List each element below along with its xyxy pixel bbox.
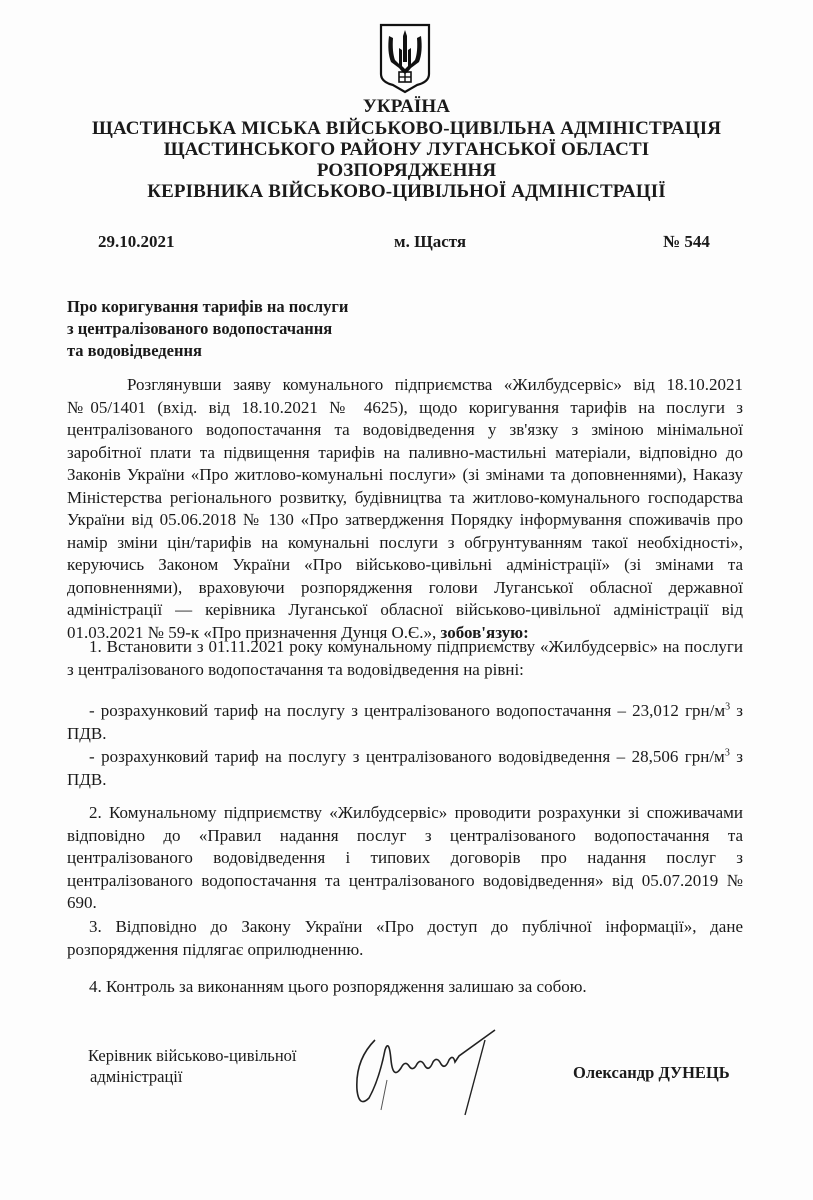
document-number: № 544 xyxy=(663,232,710,251)
item-2: 2. Комунальному підприємству «Жилбудсервіс» проводити розрахунки зі споживачами відповідно до «Правил надання послуг з централізованого водопостачання та централізованого водовідведення і типових договорів про надання послуг з централізованого водопостачання та централізованого водовідведення» від 05.07.2019 № 690. xyxy=(67,803,743,912)
country-heading: УКРАЇНА xyxy=(362,96,451,117)
preamble-closing: зобов'язую: xyxy=(440,622,529,642)
document-date: 29.10.2021 xyxy=(98,232,175,251)
handwritten-signature-icon xyxy=(335,1020,525,1120)
ukraine-trident-emblem-icon xyxy=(377,22,433,94)
document-type-line-2: КЕРІВНИКА ВІЙСЬКОВО-ЦИВІЛЬНОЇ АДМІНІСТРАЦІЇ xyxy=(147,181,666,202)
tariff-water-supply: - розрахунковий тариф на послугу з централізованого водопостачання – 23,012 грн/$м^3$ з ПДВ. xyxy=(67,701,744,743)
subject-line-1: Про коригування тарифів на послуги xyxy=(67,297,349,316)
tariff-value: 28,506 xyxy=(631,747,679,766)
document-place: м. Щастя xyxy=(394,232,467,251)
item-1: 1. Встановити з 01.11.2021 року комунальному підприємству «Жилбудсервіс» на послуги з централізованого водопостачання та водовідведення на рівні: xyxy=(67,637,743,679)
preamble-text: Розглянувши заяву комунального підприємства «Жилбудсервіс» від 18.10.2021 №05/1401 (вхід. від 18.10.2021 № 4625), щодо коригування тарифів на послуги з централізованого водопостачання та водовідведення у зв'язку з зміною мінімальної заробітної плати та підвищення тарифів на паливно-мастильні матеріали, відповідно до Законів України «Про житлово-комунальні послуги» (зі змінами та доповненнями), Наказу Міністерства регіонального розвитку, будівництва та житлово-комунального господарства України від 05.06.2018 № 130 «Про затвердження Порядку інформування споживачів про намір зміни цін/тарифів на комунальні послуги з обгрунтуванням такої необхідності», керуючись Законом України «Про військово-цивільні адміністрації» (зі змінами та доповненнями), враховуючи розпорядження голови Луганської обласної державної адміністрації — керівника Луганської обласної військово-цивільної адміністрації від 01.03.2021 № 59-к «Про призначення Дунця О.Є.», xyxy=(67,375,743,642)
item-3: 3. Відповідно до Закону України «Про доступ до публічної інформації», дане розпорядження підлягає оприлюдненню. xyxy=(67,917,743,959)
preamble-paragraph xyxy=(67,374,743,644)
subject-line-2: з централізованого водопостачання xyxy=(67,319,333,338)
organization-line-2: ЩАСТИНСЬКОГО РАЙОНУ ЛУГАНСЬКОЇ ОБЛАСТІ xyxy=(163,139,650,160)
document-type: РОЗПОРЯДЖЕННЯ xyxy=(316,160,497,181)
signatory-title: Керівник військово-цивільної адміністрації xyxy=(88,1046,297,1086)
tariff-value: 23,012 xyxy=(632,701,679,720)
signatory-name: Олександр ДУНЕЦЬ xyxy=(573,1063,730,1082)
organization-line-1: ЩАСТИНСЬКА МІСЬКА ВІЙСЬКОВО-ЦИВІЛЬНА АДМІНІСТРАЦІЯ xyxy=(91,118,722,139)
document-subject xyxy=(67,296,348,362)
item-4: 4. Контроль за виконанням цього розпорядження залишаю за собою. xyxy=(89,977,587,996)
tariff-drainage: - розрахунковий тариф на послугу з централізованого водовідведення – 28,506 грн/$м^3$ з ПДВ. xyxy=(67,747,743,789)
subject-line-3: та водовідведення xyxy=(67,341,202,360)
